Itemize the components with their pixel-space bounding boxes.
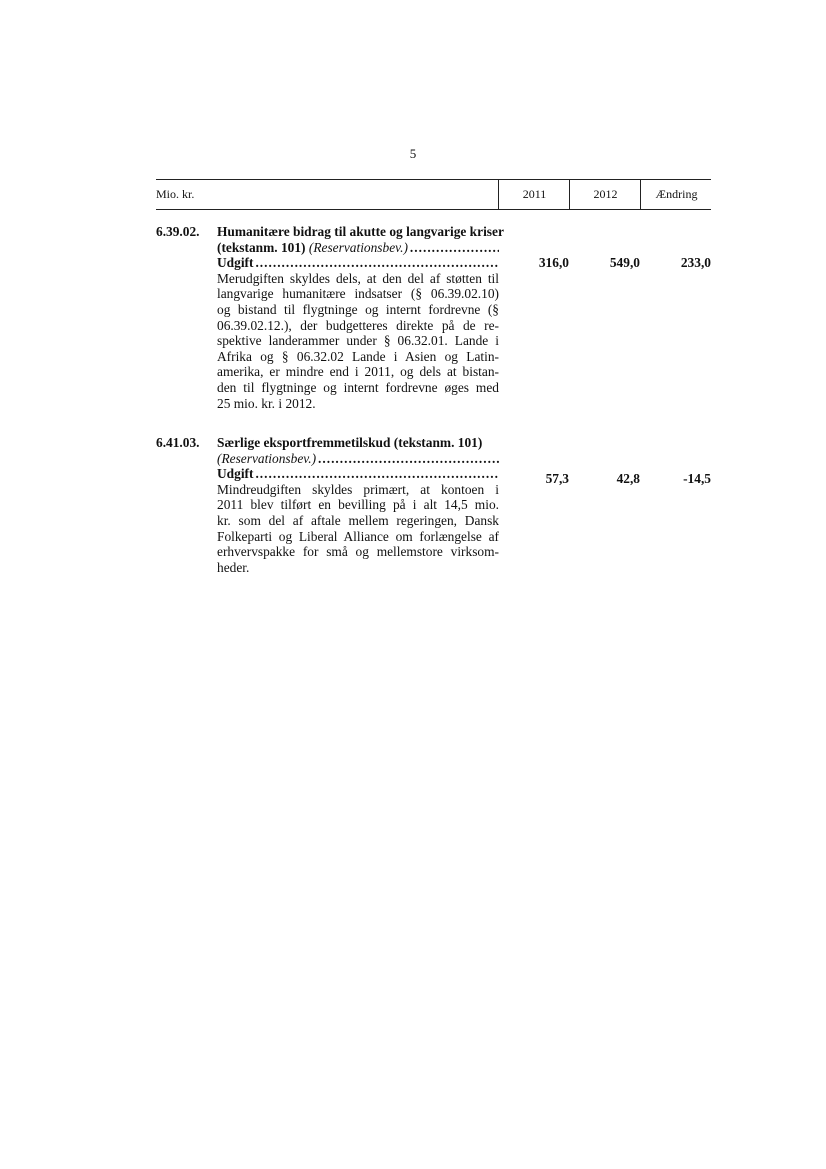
value-change: -14,5 [683,471,711,486]
column-header-2011: 2011 [498,180,570,209]
dot-leader [255,255,499,271]
description-line: spektive landerammer under § 06.32.01. Lande i [217,333,499,349]
reservation-note: (Reservationsbev.) [217,450,317,466]
entry-title-line: Humanitære bidrag til akutte og langvarige kriser [217,224,504,239]
page-number: 5 [409,146,417,161]
entry-title [217,224,504,255]
dot-leader [410,240,499,256]
description-line: heder. [217,559,250,575]
description-line: Folkeparti og Liberal Alliance om forlængelse af [217,528,499,544]
annotation-ref: (tekstanm. 101) [217,239,306,255]
entry-title [217,435,499,466]
dot-leader [318,451,499,467]
account-code: 6.41.03. [156,435,200,450]
account-code: 6.39.02. [156,224,200,239]
description-line: og bistand til flygtninge og internt fordrevne (§ [217,301,499,317]
value-change: 233,0 [680,255,711,270]
unit-label: Mio. kr. [156,187,195,201]
value-2011: 57,3 [545,471,569,486]
dot-leader [255,466,499,482]
value-2012: 42,8 [616,471,640,486]
description-line: 06.39.02.12.), der budgetteres direkte på de re- [217,317,499,333]
column-header-change: Ændring [640,180,712,209]
description-line: amerika, er mindre end i 2011, og dels at bistan- [217,364,499,380]
value-2012: 549,0 [609,255,640,270]
reservation-note: (Reservationsbev.) [308,239,408,255]
description-line: den til flygtninge og internt fordrevne øges med [217,379,499,395]
description-line: 25 mio. kr. i 2012. [217,395,316,411]
entry-description [217,271,499,411]
column-header-2012: 2012 [569,180,641,209]
description-line: Afrika og § 06.32.02 Lande i Asien og Latin- [217,348,499,364]
description-line: Merudgiften skyldes dels, at den del af støtten til [217,270,499,286]
description-line: Mindreudgiften skyldes primært, at kontoen i [217,481,499,497]
udgift-label: Udgift [217,466,254,482]
entry-description [217,482,499,576]
value-2011: 316,0 [538,255,569,270]
description-line: kr. som del af aftale mellem regeringen, Dansk [217,512,499,528]
description-line: erhvervspakke for små og mellemstore virksom- [217,544,499,560]
table-header [156,179,711,210]
description-line: langvarige humanitære indsatser (§ 06.39.02.10) [217,286,499,302]
udgift-label: Udgift [217,255,254,271]
entry-title-line: Særlige eksportfremmetilskud (tekstanm. 101) [217,435,483,450]
description-line: 2011 blev tilført en bevilling på i alt 14,5 mio. [217,497,499,513]
